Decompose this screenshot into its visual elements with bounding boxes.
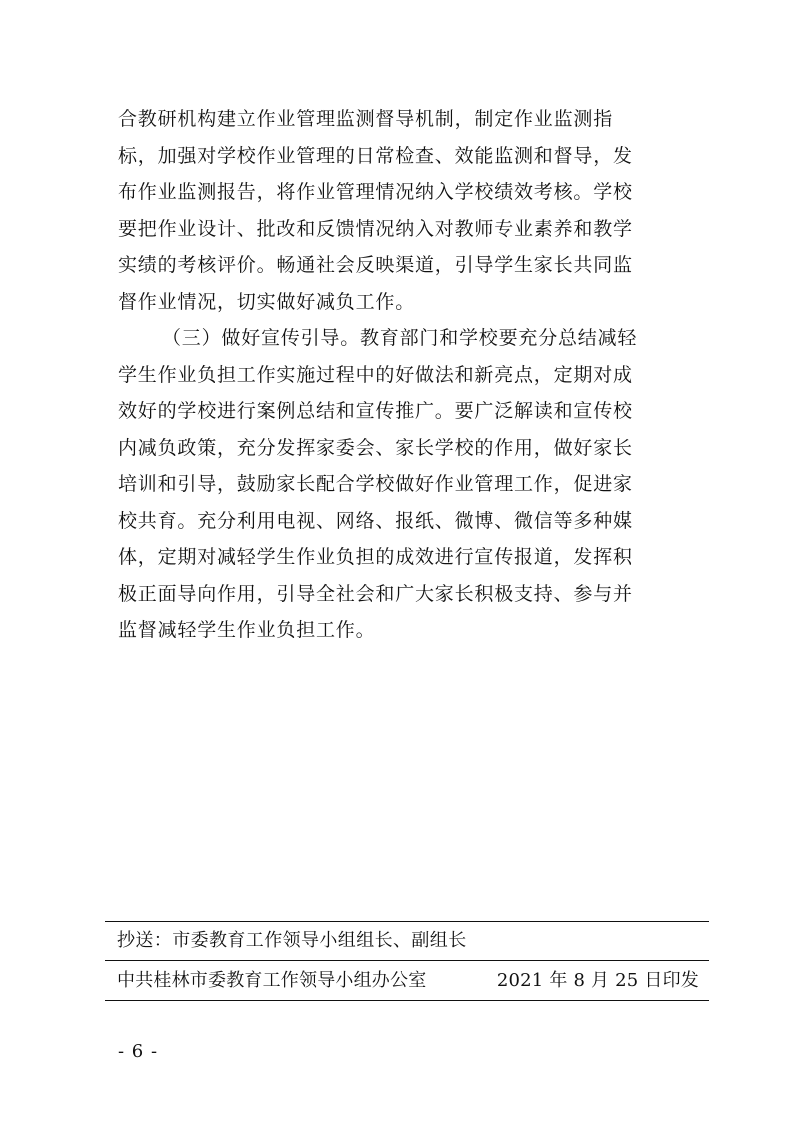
body-line-3: 布作业监测报告，将作业管理情况纳入学校绩效考核。学校 (118, 181, 633, 203)
body-line-2: 标，加强对学校作业管理的日常检查、效能监测和督导，发 (118, 144, 633, 167)
issue-info (105, 961, 709, 1000)
distribution-block (105, 921, 709, 1001)
body-line-8: 学生作业负担工作实施过程中的好做法和新亮点，定期对成 (118, 363, 633, 386)
body-line-9: 效好的学校进行案例总结和宣传推广。要广泛解读和宣传校 (118, 400, 633, 422)
body-line-5: 实绩的考核评价。畅通社会反映渠道，引导学生家长共同监 (118, 254, 633, 276)
body-line-13: 体，定期对减轻学生作业负担的成效进行宣传报道，发挥积 (118, 546, 633, 568)
page-number: - 6 - (118, 1041, 159, 1062)
body-line-14: 极正面导向作用，引导全社会和广大家长积极支持、参与并 (118, 582, 633, 605)
body-line-15: 监督减轻学生作业负担工作。 (118, 619, 376, 641)
body-line-4: 要把作业设计、批改和反馈情况纳入对教师专业素养和教学 (118, 217, 633, 240)
body-line-6: 督作业情况，切实做好减负工作。 (118, 290, 416, 313)
body-line-1: 合教研机构建立作业管理监测督导机制，制定作业监测指 (118, 108, 614, 130)
document-body (118, 101, 678, 649)
cc-recipients: 抄送：市委教育工作领导小组组长、副组长 (117, 930, 467, 951)
distribution-bottom-rule (105, 1000, 709, 1001)
issuing-office: 中共桂林市委教育工作领导小组办公室 (117, 970, 427, 991)
body-line-12: 校共育。充分利用电视、网络、报纸、微博、微信等多种媒 (118, 509, 633, 532)
section-three-first-line: （三）做好宣传引导。教育部门和学校要充分总结减轻 (162, 327, 638, 349)
issue-date: 2021 年 8 月 25 日印发 (496, 970, 699, 991)
body-line-10: 内减负政策，充分发挥家委会、家长学校的作用，做好家长 (118, 436, 633, 459)
body-line-11: 培训和引导，鼓励家长配合学校做好作业管理工作，促进家 (118, 473, 633, 495)
